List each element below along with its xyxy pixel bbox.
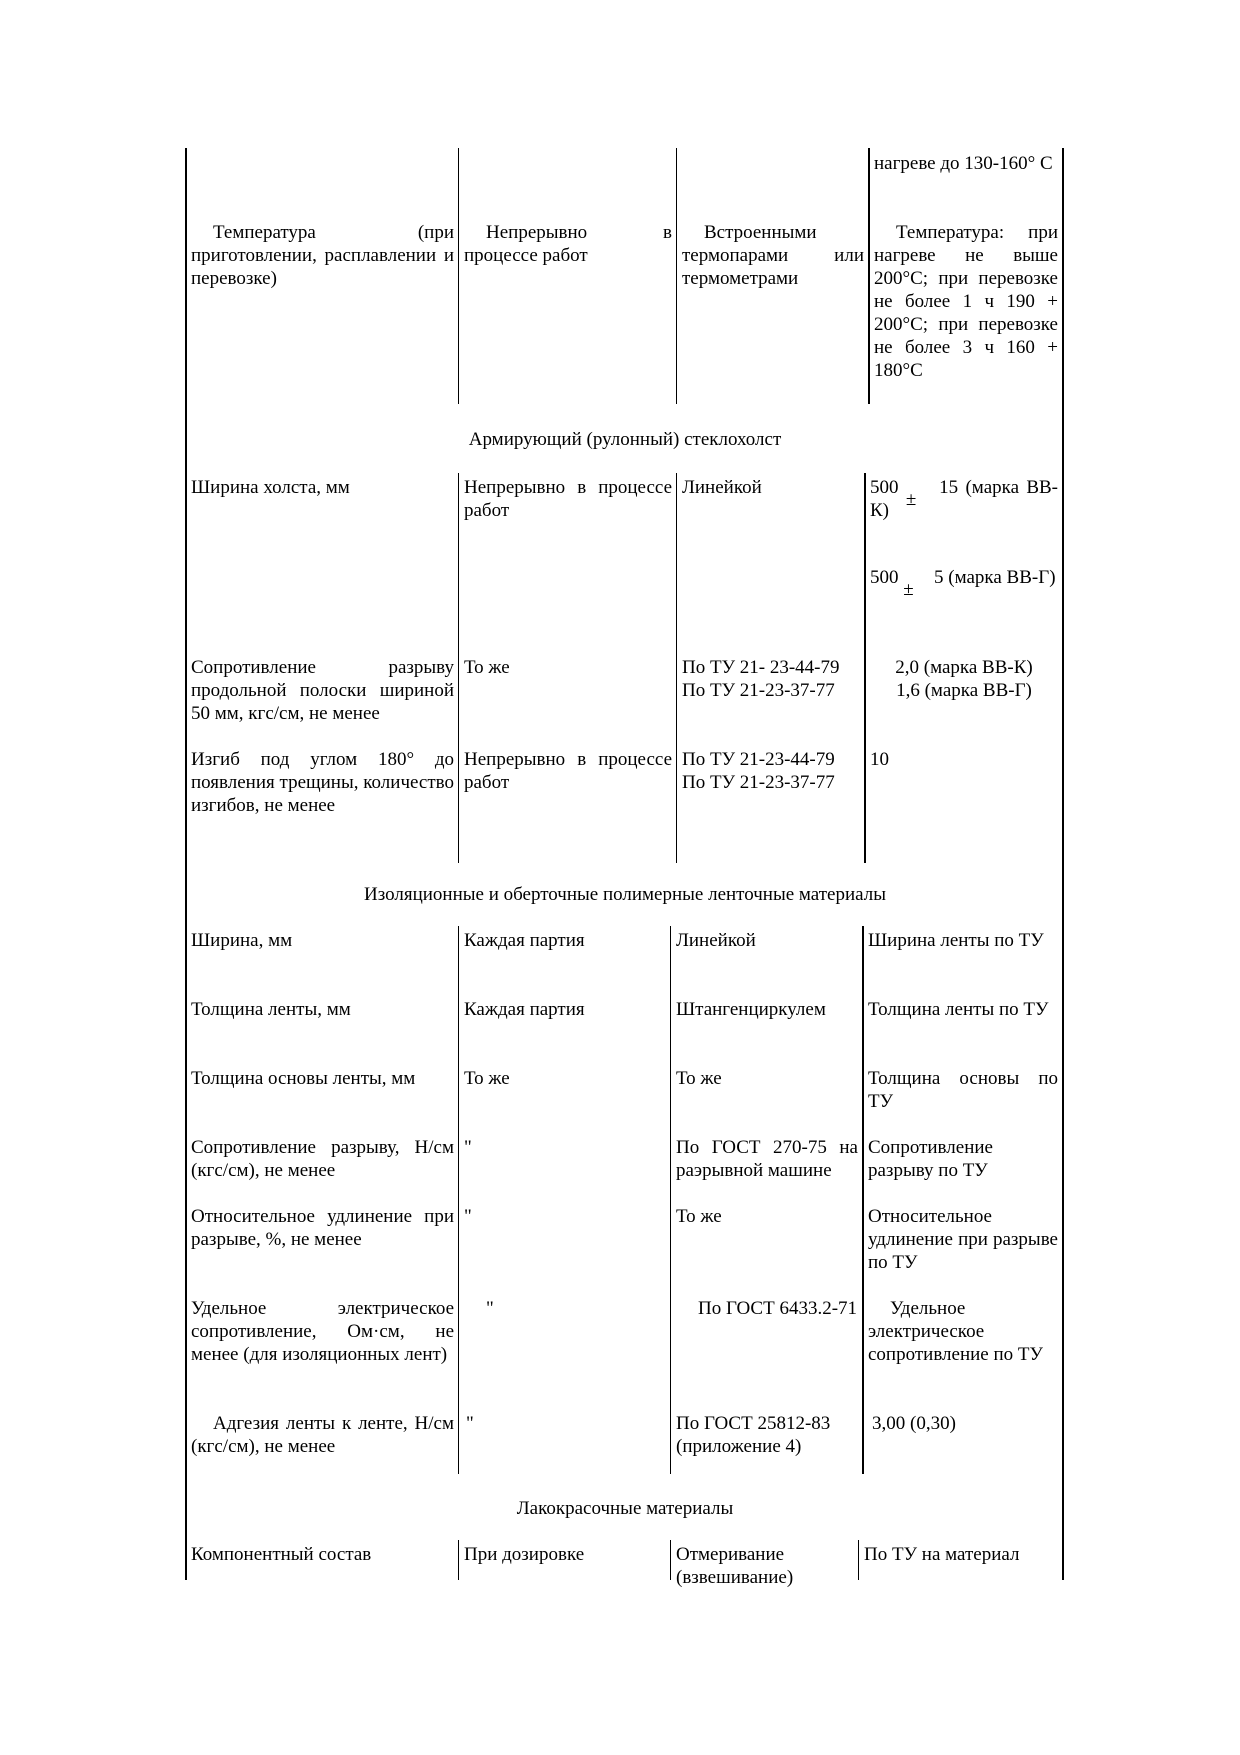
col-divider bbox=[670, 926, 671, 1474]
col-divider bbox=[458, 926, 459, 1474]
temp-col4: Температура: при нагреве не выше 200°С; при перевозке не более 1 ч 190 + 200°С; при перевозке не более 3 ч 160 + 180°С bbox=[874, 222, 1058, 381]
section-title-glass: Армирующий (рулонный) стеклохолст bbox=[468, 429, 782, 450]
col-divider bbox=[858, 1540, 859, 1580]
col-divider bbox=[458, 148, 459, 404]
glass-width-col3: Линейкой bbox=[682, 477, 762, 498]
glass-tensile-col4 bbox=[866, 656, 1062, 702]
tape-row-tensile-col3: По ГОСТ 270-75 на раэрывной машине bbox=[676, 1137, 858, 1181]
paint-row-col2: При дозировке bbox=[464, 1544, 585, 1565]
tape-row-tensile-col2: " bbox=[464, 1137, 472, 1158]
tape-row-base-col2: То же bbox=[464, 1068, 510, 1089]
tape-row-resistivity-col1: Удельное электрическое сопротивление, Ом·см, не менее (для изоляционных лент) bbox=[191, 1298, 454, 1365]
glass-width-col4-a bbox=[866, 476, 1062, 522]
temp-top-col4: нагреве до 130-160° С bbox=[874, 153, 1053, 174]
tape-row-thickness-col3: Штангенциркулем bbox=[676, 999, 826, 1020]
temp-col3: Встроенными термопарами или термометрами bbox=[682, 222, 864, 289]
tape-row-width-col2: Каждая партия bbox=[464, 930, 585, 951]
tape-row-base-col3: То же bbox=[676, 1068, 722, 1089]
tape-row-width-col3: Линейкой bbox=[676, 930, 756, 951]
tape-row-resistivity-col3: По ГОСТ 6433.2-71 bbox=[698, 1298, 858, 1319]
tape-row-elongation-col3: То же bbox=[676, 1206, 722, 1227]
glass-bend-col1: Изгиб под углом 180° до появления трещины, количество изгибов, не менее bbox=[191, 749, 454, 816]
value-rest: 5 (марка ВВ-Г) bbox=[934, 567, 1056, 588]
table-right-border bbox=[1062, 148, 1064, 1580]
tape-row-adhesion-col3: По ГОСТ 25812-83 (приложение 4) bbox=[676, 1413, 831, 1457]
paint-row-col4: По ТУ на материал bbox=[864, 1544, 1020, 1565]
glass-width-col2: Непрерывно в процессе работ bbox=[464, 477, 672, 521]
tape-row-thickness-col1: Толщина ленты, мм bbox=[191, 999, 351, 1020]
bend-method-a: По ТУ 21-23-44-79 bbox=[682, 749, 835, 770]
glass-tensile-col1: Сопротивление разрыву продольной полоски шириной 50 мм, кгс/см, не менее bbox=[191, 657, 454, 724]
col-divider bbox=[458, 473, 459, 863]
col-divider bbox=[670, 1540, 671, 1580]
col-divider bbox=[676, 473, 677, 863]
value-number: 500 bbox=[870, 477, 899, 498]
tape-row-resistivity-col4: Удельное электрическое сопротивление по ТУ bbox=[868, 1298, 1043, 1365]
tape-row-width-col4: Ширина ленты по ТУ bbox=[868, 930, 1044, 951]
tape-row-adhesion-col1: Адгезия ленты к ленте, Н/см (кгс/см), не менее bbox=[191, 1413, 454, 1457]
tensile-value-a: 2,0 (марка ВВ-К) bbox=[895, 657, 1033, 678]
col-divider bbox=[458, 1540, 459, 1580]
tape-row-elongation-col2: " bbox=[464, 1206, 472, 1227]
tape-row-thickness-col2: Каждая партия bbox=[464, 999, 585, 1020]
tape-row-adhesion-col2: " bbox=[466, 1413, 474, 1434]
glass-bend-col4: 10 bbox=[870, 749, 889, 770]
paint-row-col3: Отмеривание (взвешивание) bbox=[676, 1544, 794, 1588]
tape-row-tensile-col1: Сопротивление разрыву, Н/см (кгс/см), не менее bbox=[191, 1137, 454, 1181]
tensile-method-a: По ТУ 21- 23-44-79 bbox=[682, 657, 840, 678]
tape-row-elongation-col1: Относительное удлинение при разрыве, %, не менее bbox=[191, 1206, 454, 1250]
section-title-paints: Лакокрасочные материалы bbox=[516, 1498, 734, 1519]
bend-method-b: По ТУ 21-23-37-77 bbox=[682, 772, 835, 793]
tensile-value-b: 1,6 (марка ВВ-Г) bbox=[896, 680, 1032, 701]
paint-row-col1: Компонентный состав bbox=[191, 1544, 372, 1565]
glass-bend-col3 bbox=[678, 748, 864, 794]
value-number: 500 bbox=[870, 567, 899, 588]
tape-row-resistivity-col2: " bbox=[486, 1298, 494, 1319]
glass-tensile-col2: То же bbox=[464, 657, 510, 678]
tape-row-adhesion-col4: 3,00 (0,30) bbox=[872, 1413, 956, 1434]
value-rest: 15 (марка ВВ-К) bbox=[870, 477, 1059, 521]
tape-row-tensile-col4: Сопротивление разрыву по ТУ bbox=[868, 1137, 993, 1181]
glass-width-col4-b bbox=[866, 566, 1062, 600]
glass-tensile-col3 bbox=[678, 656, 864, 702]
glass-width-col1: Ширина холста, мм bbox=[191, 477, 350, 498]
tensile-method-b: По ТУ 21-23-37-77 bbox=[682, 680, 835, 701]
col-divider bbox=[676, 148, 677, 404]
temp-col1: Температура (при приготовлении, расплавлении и перевозке) bbox=[191, 222, 454, 289]
section-title-tapes: Изоляционные и оберточные полимерные ленточные материалы bbox=[364, 884, 886, 905]
plus-minus-symbol: ± bbox=[905, 489, 917, 510]
tape-row-base-col1: Толщина основы ленты, мм bbox=[191, 1068, 416, 1089]
tape-row-thickness-col4: Толщина ленты по ТУ bbox=[868, 999, 1049, 1020]
plus-minus-symbol: ± bbox=[903, 579, 914, 600]
tape-row-width-col1: Ширина, мм bbox=[191, 930, 293, 951]
glass-bend-col2: Непрерывно в процессе работ bbox=[464, 749, 672, 793]
tape-row-elongation-col4: Относительное удлинение при разрыве по ТУ bbox=[868, 1206, 1058, 1273]
tape-row-base-col4: Толщина основы по ТУ bbox=[868, 1068, 1058, 1112]
temp-col2: Непрерывно в процессе работ bbox=[464, 222, 672, 266]
